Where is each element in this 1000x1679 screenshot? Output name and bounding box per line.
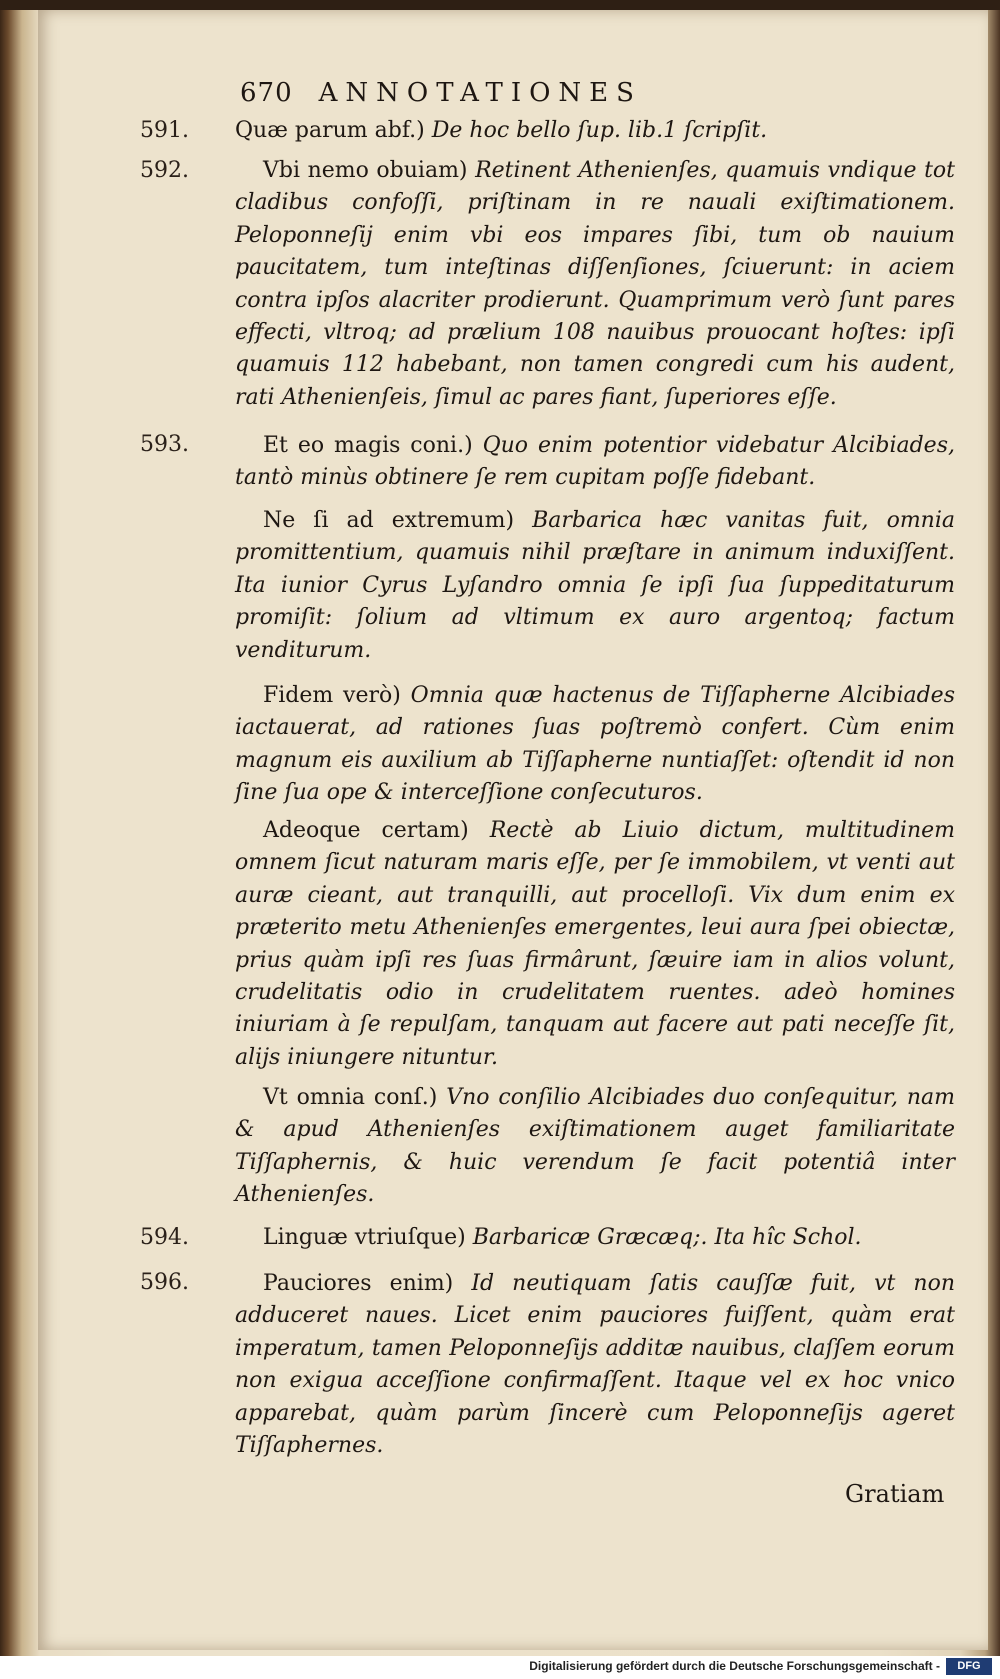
annotation-entry [235,815,955,1074]
annotation-text: Quo enim potentior videbatur Alcibiades, tantò minùs obtinere ſe rem cupitam poſſe fidebant. [235,433,955,491]
catchword: Gratiam [845,1480,945,1508]
funding-credit: Digitalisierung gefördert durch die Deutsche Forschungsgemeinschaft - [529,1659,940,1673]
lemma: Vbi nemo obuiam) [263,158,468,183]
annotation-entry [235,155,955,414]
annotation-entry [235,1268,955,1462]
annotation-text: Retinent Athenienſes, quamuis vndique tot cladibus confoſſi, priſtinam in re nauali exiſtimationem. Peloponneſij enim vbi eos impares ſibi, tum ob nauium paucitatem, tum inteſtinas diſſenſiones, ſciuerunt: in aciem contra ipſos alacriter prodierunt. Quamprimum verò ſunt pares effecti, vltroq; ad prælium 108 nauibus prouocant hoſtes: ipſi quamuis 112 habebant, non tamen congredi cum his audent, rati Athenienſeis, ſimul ac pares fiant, ſuperiores eſſe. [235,158,956,410]
lemma: Pauciores enim) [263,1271,454,1296]
entry-number: 596. [140,1270,189,1295]
annotation-text: Rectè ab Liuio dictum, multitudinem omnem ſicut naturam maris eſſe, per ſe immobilem, vt venti aut auræ cieant, aut tranquilli, aut procelloſi. Vix dum enim ex præterito metu Athenienſes emergentes, leui aura ſpei obiectæ, prius quàm ipſi res ſuas firmârunt, ſæuire iam in alios volunt, crudelitatis odio in crudelitatem ruentes. adeò homines iniuriam à ſe repulſam, tanquam aut facere aut pati neceſſe ſit, alijs iniungere nituntur. [235,818,956,1070]
lemma: Ne ſi ad extremum) [263,508,515,533]
annotation-entry [235,115,955,147]
running-header [240,78,642,108]
annotation-text: Vno conſilio Alcibiades duo conſequitur, nam & apud Athenienſes exiſtimationem auget familiaritate Tiſſaphernis, & huic verendum ſe facit potentiâ inter Athenienſes. [235,1085,955,1208]
annotation-text: Barbarica hæc vanitas fuit, omnia promittentium, quamuis nihil præſtare in animum induxiſſent. Ita iunior Cyrus Lyſandro omnia ſe ipſi ſua ſuppeditaturum promiſit: ſolium ad vltimum ex auro argentoq; factum venditurum. [235,508,956,663]
lemma: Adeoque certam) [263,818,469,843]
page-number: 670 [240,78,293,108]
entry-number: 594. [140,1225,189,1250]
lemma: Linguæ vtriuſque) [263,1225,466,1250]
digitization-footer [0,1656,1000,1679]
entry-number: 592. [140,158,189,183]
annotation-entry [235,1082,955,1212]
annotation-entry [235,1222,955,1254]
annotation-entry [235,430,955,495]
lemma: Et eo magis coni.) [263,433,473,458]
lemma: Fidem verò) [263,683,401,708]
lemma: Vt omnia conſ.) [263,1085,438,1110]
entry-number: 591. [140,118,189,143]
annotation-text: De hoc bello ſup. lib.1 ſcripſit. [431,118,768,143]
scan-top-edge [0,0,1000,10]
annotation-entry [235,505,955,667]
annotation-text: Barbaricæ Græcæq;. Ita hîc Schol. [472,1225,862,1250]
annotation-entry [235,680,955,810]
annotation-text: Omnia quæ hactenus de Tiſſapherne Alcibiades iactauerat, ad rationes ſuas poſtremò confert. Cùm enim magnum eis auxilium ab Tiſſapherne nuntiaſſet: oſtendit id non ſine ſua ope & interceſſione conſecuturos. [235,683,955,806]
entry-number: 593. [140,432,189,457]
annotation-text: Id neutiquam ſatis cauſſæ fuit, vt non adduceret naues. Licet enim pauciores fuiſſent, quàm erat imperatum, tamen Peloponneſijs additæ nauibus, claſſem eorum non exigua acceſſione confirmaſſent. Itaque vel ex hoc vnico apparebat, quàm parùm ſincerè cum Peloponneſijs ageret Tiſſaphernes. [235,1271,955,1459]
running-title: ANNOTATIONES [318,78,642,108]
dfg-logo: DFG [946,1658,992,1675]
lemma: Quæ parum abf.) [235,118,425,143]
